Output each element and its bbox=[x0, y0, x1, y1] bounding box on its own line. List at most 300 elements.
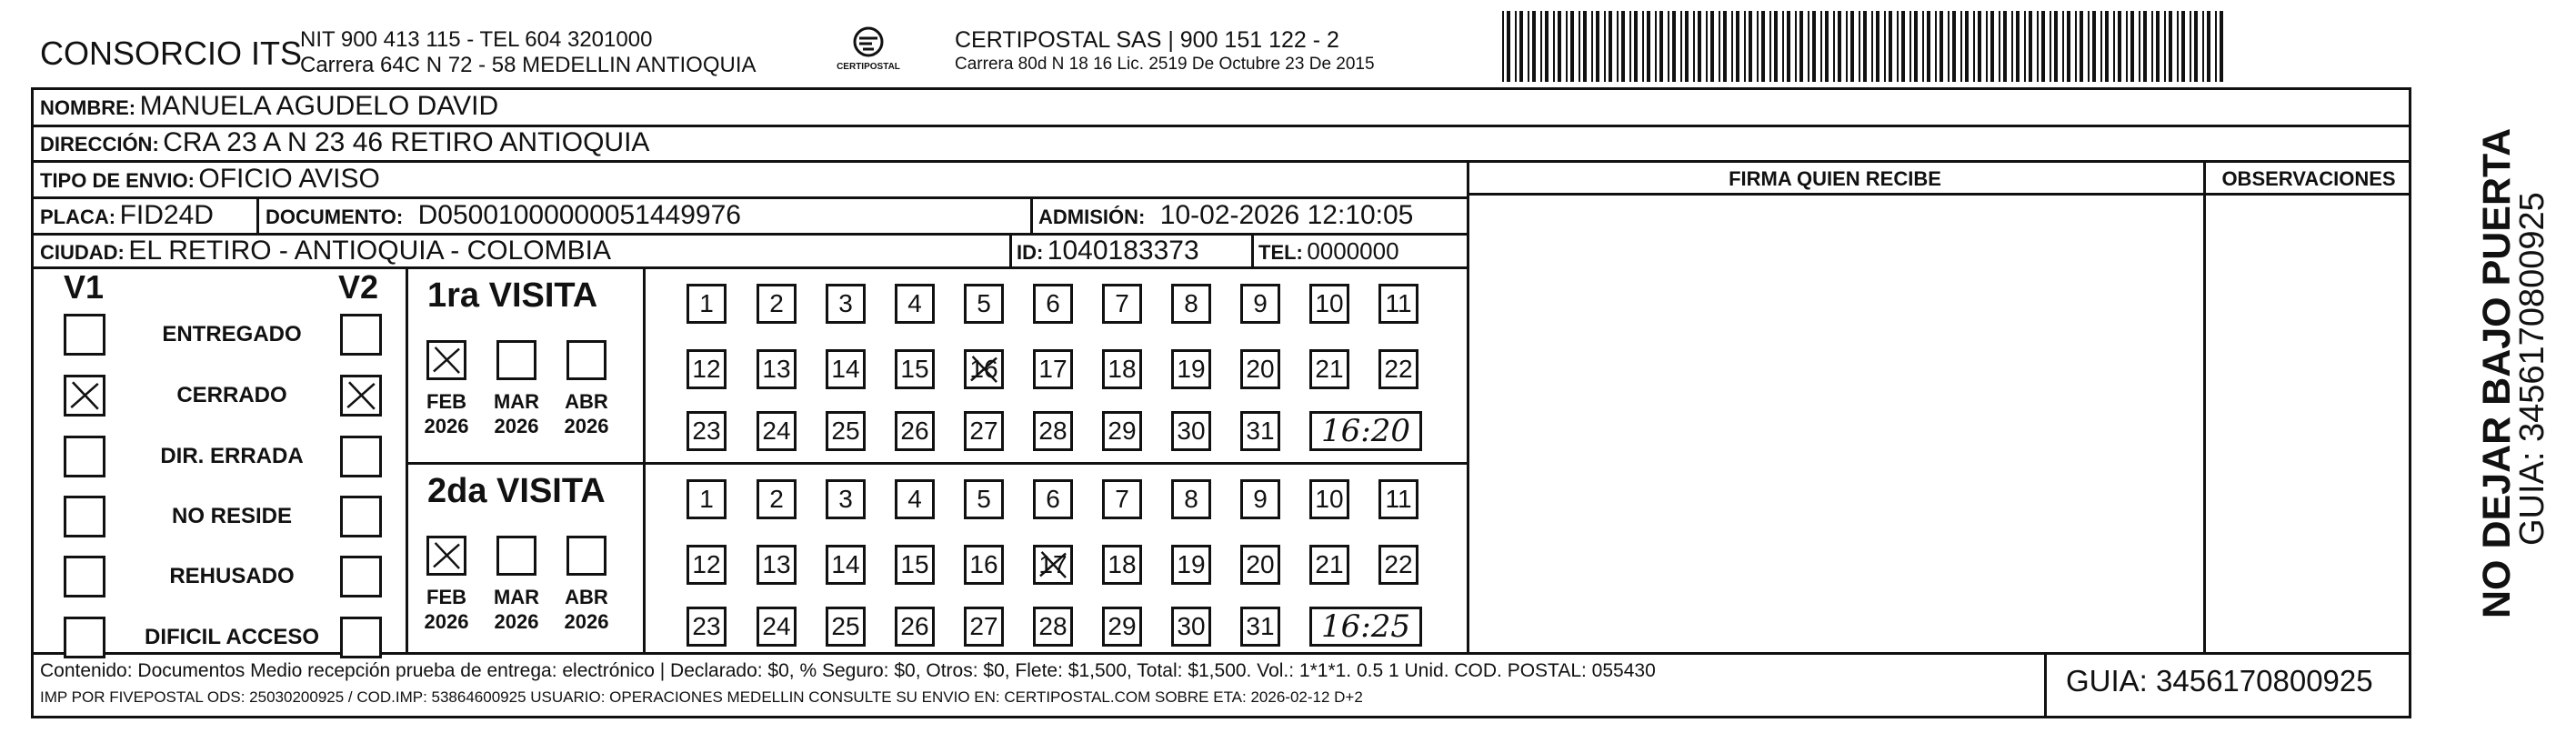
barcode-image bbox=[1502, 11, 2226, 82]
direccion-label: DIRECCIÓN: bbox=[40, 133, 159, 156]
barcode-bar bbox=[1558, 11, 1561, 82]
visit-0-day-30[interactable] bbox=[1171, 411, 1211, 451]
barcode-bar bbox=[1698, 11, 1701, 82]
visit-0-day-28[interactable] bbox=[1033, 411, 1073, 451]
barcode-bar bbox=[1965, 11, 1969, 82]
day-number: 13 bbox=[762, 550, 791, 578]
month-year: 2026 bbox=[424, 610, 469, 633]
day-number: 10 bbox=[1315, 485, 1344, 513]
day-number: 18 bbox=[1108, 355, 1137, 383]
barcode-bar bbox=[1749, 11, 1752, 82]
day-number: 25 bbox=[831, 612, 860, 640]
visit-0-day-23[interactable] bbox=[687, 411, 727, 451]
visit-1-day-4[interactable] bbox=[895, 479, 935, 519]
barcode-bar bbox=[1532, 11, 1536, 82]
barcode-bar bbox=[1889, 11, 1892, 82]
v2-checkbox-4[interactable] bbox=[340, 556, 382, 597]
certipostal-address: Carrera 80d N 18 16 Lic. 2519 De Octubre 23 De 2015 bbox=[955, 55, 1375, 74]
day-number: 19 bbox=[1177, 355, 1206, 383]
day-number: 8 bbox=[1184, 289, 1198, 317]
barcode-bar bbox=[2050, 11, 2051, 82]
month-name: ABR bbox=[565, 390, 608, 413]
visit-1-month-checkbox-1[interactable] bbox=[496, 536, 536, 576]
visit-1-day-13[interactable] bbox=[757, 545, 797, 585]
day-number: 31 bbox=[1246, 417, 1275, 445]
placa-label: PLACA: bbox=[40, 206, 116, 228]
barcode-bar bbox=[1545, 11, 1549, 82]
barcode-bar bbox=[1596, 11, 1599, 82]
visit-0-day-27[interactable] bbox=[964, 411, 1004, 451]
barcode-bar bbox=[1897, 11, 1899, 82]
barcode-bar bbox=[1566, 11, 1568, 82]
barcode-bar bbox=[1820, 11, 1822, 82]
day-number: 6 bbox=[1046, 485, 1060, 513]
barcode-bar bbox=[1978, 11, 1981, 82]
barcode-bar bbox=[2037, 11, 2039, 82]
footer-contenido: Contenido: Documentos Medio recepción prueba de entrega: electrónico | Declarado: $0, % Seguro: $0, Otros: $0, Flete: $1,500, Total: $1,500. Vol.: 1*1*1. 0.5 1 Unid. COD. POSTAL: 055430 bbox=[40, 660, 1656, 681]
barcode-bar bbox=[1731, 11, 1733, 82]
day-number: 27 bbox=[969, 612, 998, 640]
x-mark-icon bbox=[429, 343, 464, 377]
visit-1-month-label-1 bbox=[485, 585, 548, 634]
v2-checkbox-1[interactable] bbox=[340, 375, 382, 417]
visit-1-month-label-2 bbox=[555, 585, 618, 634]
day-number: 27 bbox=[969, 417, 998, 445]
status-label-3: NO RESIDE bbox=[171, 504, 293, 528]
barcode-bar bbox=[2118, 11, 2121, 82]
visit-1-day-20[interactable] bbox=[1240, 545, 1280, 585]
day-number: 22 bbox=[1384, 355, 1413, 383]
tipo-envio-label: TIPO DE ENVIO: bbox=[40, 169, 195, 192]
tel-row bbox=[1258, 237, 1399, 266]
barcode-bar bbox=[1825, 11, 1829, 82]
visit-0-day-20[interactable] bbox=[1240, 349, 1280, 389]
barcode-bar bbox=[1973, 11, 1975, 82]
barcode-bar bbox=[1927, 11, 1930, 82]
barcode-bar bbox=[1799, 11, 1803, 82]
visit-title-0: 1ra VISITA bbox=[427, 276, 598, 315]
ciudad-value: EL RETIRO - ANTIOQUIA - COLOMBIA bbox=[128, 236, 611, 266]
month-name: FEB bbox=[426, 586, 466, 608]
visit-1-day-17[interactable] bbox=[1033, 545, 1073, 585]
barcode-bar bbox=[1642, 11, 1644, 82]
day-number: 28 bbox=[1038, 417, 1067, 445]
visit-0-day-18[interactable] bbox=[1102, 349, 1142, 389]
nombre-row bbox=[40, 91, 498, 122]
visit-1-day-29[interactable] bbox=[1102, 607, 1142, 647]
visit-0-day-19[interactable] bbox=[1171, 349, 1211, 389]
visit-1-day-19[interactable] bbox=[1171, 545, 1211, 585]
visit-0-month-label-1 bbox=[485, 389, 548, 438]
barcode-bar bbox=[1736, 11, 1739, 82]
visit-title-1: 2da VISITA bbox=[427, 472, 606, 510]
visit-1-day-14[interactable] bbox=[826, 545, 866, 585]
day-number: 11 bbox=[1385, 289, 1412, 317]
day-number: 16 bbox=[969, 550, 998, 578]
barcode-bar bbox=[2105, 11, 2109, 82]
day-number: 30 bbox=[1177, 612, 1206, 640]
barcode-bar bbox=[2041, 11, 2045, 82]
documento-row bbox=[266, 200, 741, 231]
barcode-bar bbox=[1782, 11, 1784, 82]
status-label-0: ENTREGADO bbox=[162, 322, 302, 346]
barcode-bar bbox=[1948, 11, 1950, 82]
admision-value: 10-02-2026 12:10:05 bbox=[1159, 200, 1414, 230]
day-number: 14 bbox=[831, 550, 860, 578]
visit-1-day-7[interactable] bbox=[1102, 479, 1142, 519]
visit-0-day-25[interactable] bbox=[826, 411, 866, 451]
day-number: 10 bbox=[1315, 289, 1344, 317]
v2-checkbox-5[interactable] bbox=[340, 617, 382, 658]
visit-1-day-18[interactable] bbox=[1102, 545, 1142, 585]
visit-0-day-2[interactable] bbox=[757, 284, 797, 324]
barcode-bar bbox=[1617, 11, 1619, 82]
day-number: 12 bbox=[692, 550, 721, 578]
nombre-label: NOMBRE: bbox=[40, 96, 136, 119]
visit-1-time: 16:25 bbox=[1309, 607, 1422, 647]
admision-row bbox=[1038, 200, 1413, 231]
visit-1-day-12[interactable] bbox=[687, 545, 727, 585]
day-number: 15 bbox=[900, 355, 929, 383]
day-number: 7 bbox=[1115, 289, 1129, 317]
visit-0-day-1[interactable] bbox=[687, 284, 727, 324]
day-number: 21 bbox=[1315, 550, 1344, 578]
id-value: 1040183373 bbox=[1047, 236, 1199, 266]
barcode-bar bbox=[1901, 11, 1905, 82]
v2-checkbox-3[interactable] bbox=[340, 496, 382, 537]
admision-label: ADMISIÓN: bbox=[1038, 206, 1146, 228]
barcode-bar bbox=[2130, 11, 2134, 82]
visit-1-month-checkbox-2[interactable] bbox=[566, 536, 606, 576]
barcode-bar bbox=[2075, 11, 2077, 82]
day-number: 2 bbox=[769, 485, 784, 513]
barcode-bar bbox=[1723, 11, 1727, 82]
day-number: 20 bbox=[1246, 355, 1275, 383]
month-year: 2026 bbox=[424, 415, 469, 437]
day-number: 12 bbox=[692, 355, 721, 383]
visit-1-month-label-0 bbox=[415, 585, 478, 634]
barcode-bar bbox=[1990, 11, 1994, 82]
barcode-bar bbox=[2190, 11, 2191, 82]
day-number: 5 bbox=[977, 485, 991, 513]
day-number: 13 bbox=[762, 355, 791, 383]
visit-1-day-30[interactable] bbox=[1171, 607, 1211, 647]
x-mark-icon bbox=[1036, 547, 1070, 582]
direccion-row bbox=[40, 127, 649, 158]
nombre-value: MANUELA AGUDELO DAVID bbox=[139, 91, 499, 121]
barcode-bar bbox=[2156, 11, 2160, 82]
id-row bbox=[1017, 236, 1199, 266]
visit-0-day-12[interactable] bbox=[687, 349, 727, 389]
v2-checkbox-0[interactable] bbox=[340, 314, 382, 356]
barcode-bar bbox=[2126, 11, 2128, 82]
visit-1-day-27[interactable] bbox=[964, 607, 1004, 647]
visit-0-day-3[interactable] bbox=[826, 284, 866, 324]
barcode-bar bbox=[2113, 11, 2115, 82]
barcode-bar bbox=[1769, 11, 1771, 82]
barcode-bar bbox=[1570, 11, 1574, 82]
day-number: 9 bbox=[1253, 485, 1268, 513]
barcode-bar bbox=[2024, 11, 2026, 82]
barcode-bar bbox=[1672, 11, 1676, 82]
visit-0-month-label-2 bbox=[555, 389, 618, 438]
visit-1-day-5[interactable] bbox=[964, 479, 1004, 519]
visit-0-day-4[interactable] bbox=[895, 284, 935, 324]
barcode-bar bbox=[1655, 11, 1657, 82]
barcode-bar bbox=[2177, 11, 2179, 82]
visit-0-day-16[interactable] bbox=[964, 349, 1004, 389]
barcode-bar bbox=[1940, 11, 1943, 82]
visit-1-day-25[interactable] bbox=[826, 607, 866, 647]
barcode-bar bbox=[2143, 11, 2147, 82]
barcode-bar bbox=[2003, 11, 2007, 82]
visit-1-day-8[interactable] bbox=[1171, 479, 1211, 519]
barcode-bar bbox=[2088, 11, 2090, 82]
barcode-bar bbox=[1693, 11, 1695, 82]
barcode-bar bbox=[2215, 11, 2217, 82]
v2-header: V2 bbox=[338, 268, 379, 306]
visit-1-day-28[interactable] bbox=[1033, 607, 1073, 647]
barcode-bar bbox=[1952, 11, 1956, 82]
v1-checkbox-1[interactable] bbox=[64, 375, 105, 417]
barcode-bar bbox=[2029, 11, 2032, 82]
day-number: 16 bbox=[969, 355, 998, 383]
visit-0-day-8[interactable] bbox=[1171, 284, 1211, 324]
barcode-bar bbox=[1719, 11, 1720, 82]
tel-label: TEL: bbox=[1258, 241, 1303, 264]
visit-1-day-26[interactable] bbox=[895, 607, 935, 647]
v1-checkbox-2[interactable] bbox=[64, 436, 105, 477]
observaciones-label: OBSERVACIONES bbox=[2221, 167, 2396, 190]
barcode-bar bbox=[1876, 11, 1879, 82]
day-number: 26 bbox=[900, 417, 929, 445]
barcode-bar bbox=[1922, 11, 1924, 82]
certipostal-logo bbox=[832, 25, 905, 76]
barcode-bar bbox=[1659, 11, 1663, 82]
barcode-bar bbox=[1863, 11, 1867, 82]
status-label-1: CERRADO bbox=[176, 383, 287, 407]
visit-0-day-14[interactable] bbox=[826, 349, 866, 389]
visit-0-day-17[interactable] bbox=[1033, 349, 1073, 389]
visit-0-day-31[interactable] bbox=[1240, 411, 1280, 451]
direccion-value: CRA 23 A N 23 46 RETIRO ANTIOQUIA bbox=[163, 127, 650, 157]
visit-1-day-15[interactable] bbox=[895, 545, 935, 585]
barcode-bar bbox=[1579, 11, 1580, 82]
barcode-bar bbox=[2016, 11, 2020, 82]
v1-checkbox-3[interactable] bbox=[64, 496, 105, 537]
visit-0-time: 16:20 bbox=[1309, 411, 1422, 451]
day-number: 5 bbox=[977, 289, 991, 317]
visit-0-day-26[interactable] bbox=[895, 411, 935, 451]
x-mark-icon bbox=[429, 538, 464, 573]
visit-1-day-23[interactable] bbox=[687, 607, 727, 647]
day-number: 22 bbox=[1384, 550, 1413, 578]
visit-0-day-29[interactable] bbox=[1102, 411, 1142, 451]
barcode-bar bbox=[1507, 11, 1510, 82]
visit-1-day-10[interactable] bbox=[1309, 479, 1349, 519]
visit-0-day-21[interactable] bbox=[1309, 349, 1349, 389]
barcode-bar bbox=[2080, 11, 2083, 82]
visit-0-day-6[interactable] bbox=[1033, 284, 1073, 324]
barcode-bar bbox=[1553, 11, 1555, 82]
visit-0-day-5[interactable] bbox=[964, 284, 1004, 324]
month-name: FEB bbox=[426, 390, 466, 413]
placa-row bbox=[40, 200, 214, 231]
x-mark-icon bbox=[66, 377, 103, 414]
month-year: 2026 bbox=[564, 415, 609, 437]
barcode-bar bbox=[2181, 11, 2185, 82]
barcode-bar bbox=[1808, 11, 1809, 82]
day-number: 28 bbox=[1038, 612, 1067, 640]
day-number: 24 bbox=[762, 612, 791, 640]
barcode-bar bbox=[2151, 11, 2153, 82]
day-number: 4 bbox=[907, 289, 922, 317]
barcode-bar bbox=[2139, 11, 2140, 82]
visit-1-day-1[interactable] bbox=[687, 479, 727, 519]
visit-0-day-24[interactable] bbox=[757, 411, 797, 451]
side-text bbox=[2421, 118, 2557, 628]
visit-0-day-15[interactable] bbox=[895, 349, 935, 389]
visit-1-day-2[interactable] bbox=[757, 479, 797, 519]
visit-0-month-checkbox-0[interactable] bbox=[426, 340, 466, 380]
no-dejar-bajo-puerta: NO DEJAR BAJO PUERTA bbox=[2475, 127, 2519, 618]
visit-0-day-11[interactable] bbox=[1378, 284, 1418, 324]
id-label: ID: bbox=[1017, 241, 1044, 264]
barcode-bar bbox=[1757, 11, 1759, 82]
visit-1-day-16[interactable] bbox=[964, 545, 1004, 585]
visit-1-day-22[interactable] bbox=[1378, 545, 1418, 585]
barcode-bar bbox=[1884, 11, 1886, 82]
visit-0-day-7[interactable] bbox=[1102, 284, 1142, 324]
barcode-bar bbox=[1871, 11, 1873, 82]
x-mark-icon bbox=[967, 352, 1001, 387]
visit-0-day-22[interactable] bbox=[1378, 349, 1418, 389]
day-number: 30 bbox=[1177, 417, 1206, 445]
barcode-bar bbox=[1833, 11, 1835, 82]
barcode-bar bbox=[1583, 11, 1587, 82]
logo-text: CERTIPOSTAL bbox=[837, 62, 900, 72]
month-year: 2026 bbox=[564, 610, 609, 633]
day-number: 3 bbox=[838, 289, 853, 317]
v2-checkbox-2[interactable] bbox=[340, 436, 382, 477]
day-number: 11 bbox=[1385, 485, 1412, 513]
visit-1-day-24[interactable] bbox=[757, 607, 797, 647]
x-mark-icon bbox=[343, 377, 379, 414]
barcode-bar bbox=[1668, 11, 1669, 82]
barcode-bar bbox=[1859, 11, 1860, 82]
barcode-bar bbox=[2092, 11, 2096, 82]
barcode-bar bbox=[1787, 11, 1790, 82]
barcode-bar bbox=[1621, 11, 1625, 82]
day-number: 14 bbox=[831, 355, 860, 383]
barcode-bar bbox=[1846, 11, 1848, 82]
barcode-bar bbox=[1706, 11, 1708, 82]
barcode-bar bbox=[1540, 11, 1542, 82]
visit-1-day-21[interactable] bbox=[1309, 545, 1349, 585]
footer-guia: GUIA: 3456170800925 bbox=[2066, 664, 2373, 698]
day-number: 18 bbox=[1108, 550, 1137, 578]
status-label-5: DIFICIL ACCESO bbox=[144, 625, 319, 649]
barcode-bar bbox=[1812, 11, 1816, 82]
company-nit-tel: NIT 900 413 115 - TEL 604 3201000 bbox=[300, 27, 653, 52]
v1-checkbox-5[interactable] bbox=[64, 617, 105, 658]
barcode-bar bbox=[2054, 11, 2058, 82]
barcode-bar bbox=[1710, 11, 1714, 82]
ciudad-row bbox=[40, 236, 611, 266]
day-number: 23 bbox=[692, 417, 721, 445]
visit-0-day-10[interactable] bbox=[1309, 284, 1349, 324]
visit-0-month-label-0 bbox=[415, 389, 478, 438]
day-number: 31 bbox=[1246, 612, 1275, 640]
barcode-bar bbox=[2062, 11, 2064, 82]
ciudad-label: CIUDAD: bbox=[40, 241, 125, 264]
v1-checkbox-4[interactable] bbox=[64, 556, 105, 597]
barcode-bar bbox=[1515, 11, 1517, 82]
barcode-bar bbox=[1795, 11, 1797, 82]
barcode-bar bbox=[1591, 11, 1593, 82]
day-number: 17 bbox=[1038, 355, 1067, 383]
visit-1-day-9[interactable] bbox=[1240, 479, 1280, 519]
barcode-bar bbox=[1761, 11, 1765, 82]
barcode bbox=[1502, 11, 2226, 82]
barcode-bar bbox=[2164, 11, 2166, 82]
v1-header: V1 bbox=[64, 268, 105, 306]
visit-0-day-9[interactable] bbox=[1240, 284, 1280, 324]
barcode-bar bbox=[2220, 11, 2223, 82]
tel-value: 0000000 bbox=[1307, 237, 1399, 265]
day-number: 17 bbox=[1038, 550, 1067, 578]
barcode-bar bbox=[1519, 11, 1523, 82]
tipo-envio-row bbox=[40, 164, 380, 195]
day-number: 2 bbox=[769, 289, 784, 317]
visit-0-month-checkbox-1[interactable] bbox=[496, 340, 536, 380]
barcode-bar bbox=[1604, 11, 1606, 82]
barcode-bar bbox=[1914, 11, 1918, 82]
visit-1-day-3[interactable] bbox=[826, 479, 866, 519]
footer-imp: IMP POR FIVEPOSTAL ODS: 25030200925 / COD.IMP: 53864600925 USUARIO: OPERACIONES MEDELLIN CONSULTE SU ENVIO EN: CERTIPOSTAL.COM SOBRE ETA: 2026-02-12 D+2 bbox=[40, 688, 1363, 706]
documento-label: DOCUMENTO: bbox=[266, 206, 404, 228]
month-name: MAR bbox=[493, 390, 540, 413]
day-number: 4 bbox=[907, 485, 922, 513]
barcode-bar bbox=[2169, 11, 2172, 82]
barcode-bar bbox=[1999, 11, 2000, 82]
day-number: 1 bbox=[699, 485, 714, 513]
barcode-bar bbox=[1685, 11, 1689, 82]
day-number: 29 bbox=[1108, 417, 1137, 445]
company-address: Carrera 64C N 72 - 58 MEDELLIN ANTIOQUIA bbox=[300, 53, 757, 77]
certipostal-title: CERTIPOSTAL SAS | 900 151 122 - 2 bbox=[955, 27, 1339, 53]
visit-1-day-11[interactable] bbox=[1378, 479, 1418, 519]
day-number: 24 bbox=[762, 417, 791, 445]
day-number: 6 bbox=[1046, 289, 1060, 317]
placa-value: FID24D bbox=[119, 200, 214, 230]
visit-1-day-6[interactable] bbox=[1033, 479, 1073, 519]
barcode-bar bbox=[1744, 11, 1746, 82]
visit-1-day-31[interactable] bbox=[1240, 607, 1280, 647]
barcode-bar bbox=[2067, 11, 2070, 82]
barcode-bar bbox=[1629, 11, 1631, 82]
visit-0-month-checkbox-2[interactable] bbox=[566, 340, 606, 380]
barcode-bar bbox=[2100, 11, 2102, 82]
barcode-bar bbox=[1528, 11, 1529, 82]
day-number: 29 bbox=[1108, 612, 1137, 640]
visit-0-day-13[interactable] bbox=[757, 349, 797, 389]
visit-1-month-checkbox-0[interactable] bbox=[426, 536, 466, 576]
day-number: 20 bbox=[1246, 550, 1275, 578]
v1-checkbox-0[interactable] bbox=[64, 314, 105, 356]
day-number: 9 bbox=[1253, 289, 1268, 317]
barcode-bar bbox=[1838, 11, 1841, 82]
